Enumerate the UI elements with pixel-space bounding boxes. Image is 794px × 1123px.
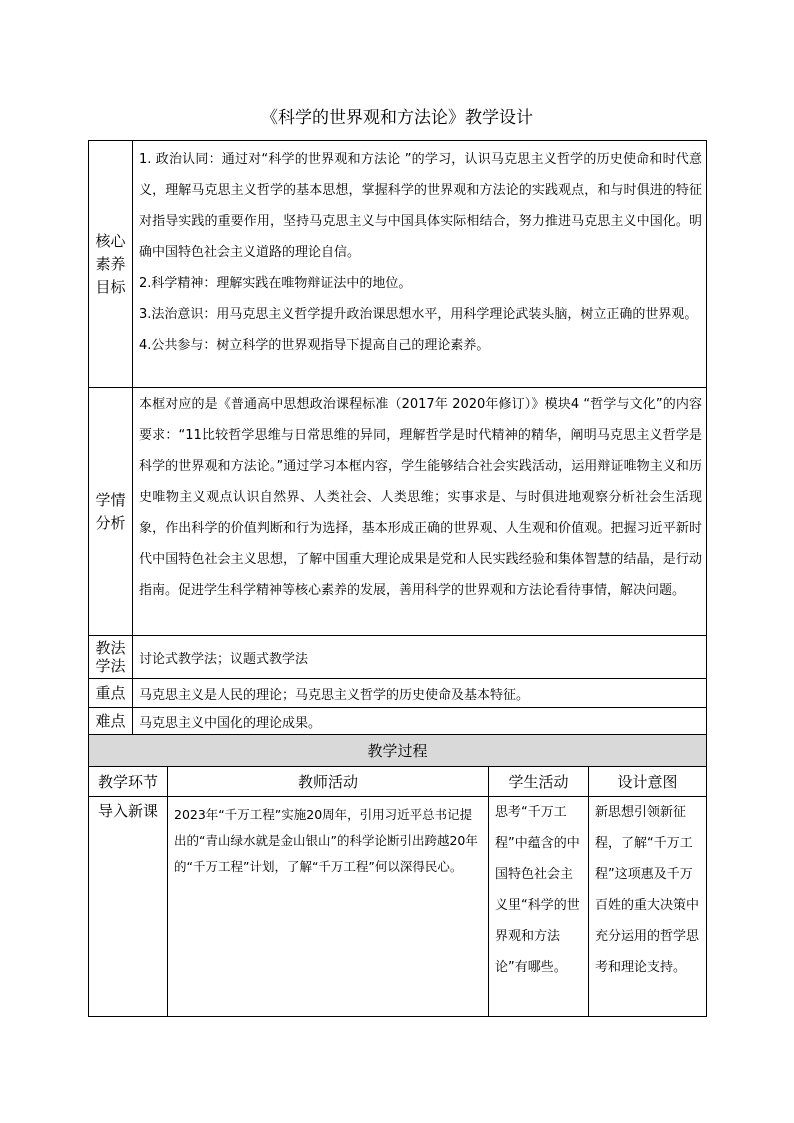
process-row xyxy=(89,797,707,1017)
header-student: 学生活动 xyxy=(489,767,589,797)
stage-cell: 导入新课 xyxy=(89,797,168,1017)
core-literacy-label-text: 核心素养目标 xyxy=(95,231,126,296)
lesson-plan-table xyxy=(88,140,707,1017)
key-label: 重点 xyxy=(89,679,133,708)
core-literacy-row xyxy=(89,141,707,388)
difficult-content: 马克思主义中国化的理论成果。 xyxy=(133,708,707,735)
difficult-row xyxy=(89,708,707,735)
process-band: 教学过程 xyxy=(89,735,707,767)
core-literacy-content xyxy=(133,141,707,388)
header-stage: 教学环节 xyxy=(89,767,168,797)
core-item-3: 3.法治意识：用马克思主义哲学提升政治课思想水平，用科学理论武装头脑，树立正确的世界观。 xyxy=(139,307,698,322)
page-title: 《科学的世界观和方法论》教学设计 xyxy=(261,108,533,128)
key-content: 马克思主义是人民的理论；马克思主义哲学的历史使命及基本特征。 xyxy=(133,679,707,708)
core-item-1: 1. 政治认同：通过对“科学的世界观和方法论 ”的学习，认识马克思主义哲学的历史使命和时代意义，理解马克思主义哲学的基本思想，掌握科学的世界观和方法论的实践观点，和与时俱进的特征对指导实践的重要作用，坚持马克思主义与中国具体实际相结合，努力推进马克思主义中国化。明确中国特色社会主义道路的理论自信。 xyxy=(139,152,703,260)
key-row xyxy=(89,679,707,708)
analysis-row xyxy=(89,388,707,636)
header-intent: 设计意图 xyxy=(589,767,707,797)
core-literacy-label xyxy=(89,141,133,388)
analysis-label xyxy=(89,388,133,636)
core-item-4: 4.公共参与：树立科学的世界观指导下提高自己的理论素养。 xyxy=(139,338,490,353)
analysis-content: 本框对应的是《普通高中思想政治课程标准（2017年 2020年修订）》模块4 “哲学与文化”的内容要求：“11比较哲学思维与日常思维的异同，理解哲学是时代精神的精华，阐明马克思主义哲学是科学的世界观和方法论。”通过学习本框内容，学生能够结合社会实践活动，运用辩证唯物主义和历史唯物主义观点认识自然界、人类社会、人类思维；实事求是、与时俱进地观察分析社会生活现象，作出科学的价值判断和行为选择，基本形成正确的世界观、人生观和价值观。把握习近平新时代中国特色社会主义思想，了解中国重大理论成果是党和人民实践经验和集体智慧的结晶，是行动指南。促进学生科学精神等核心素养的发展，善用科学的世界观和方法论看待事情，解决问题。 xyxy=(133,388,707,636)
design-intent-cell: 新思想引领新征程，了解“千万工程”这项惠及千万百姓的重大决策中充分运用的哲学思考和理论支持。 xyxy=(589,797,707,1017)
method-content: 讨论式教学法；议题式教学法 xyxy=(133,636,707,679)
difficult-label: 难点 xyxy=(89,708,133,735)
method-label xyxy=(89,636,133,679)
method-label-text: 教法学法 xyxy=(95,639,126,675)
process-band-row xyxy=(89,735,707,767)
method-row xyxy=(89,636,707,679)
analysis-label-text: 学情分析 xyxy=(95,490,126,532)
process-header-row xyxy=(89,767,707,797)
core-item-2: 2.科学精神：理解实践在唯物辩证法中的地位。 xyxy=(139,276,412,291)
teacher-activity-cell: 2023年“千万工程”实施20周年，引用习近平总书记提出的“青山绿水就是金山银山”的科学论断引出跨越20年的“千万工程”计划，了解“千万工程”何以深得民心。 xyxy=(168,797,489,1017)
header-teacher: 教师活动 xyxy=(168,767,489,797)
student-activity-cell: 思考“千万工程”中蕴含的中国特色社会主义里“科学的世界观和方法论”有哪些。 xyxy=(489,797,589,1017)
